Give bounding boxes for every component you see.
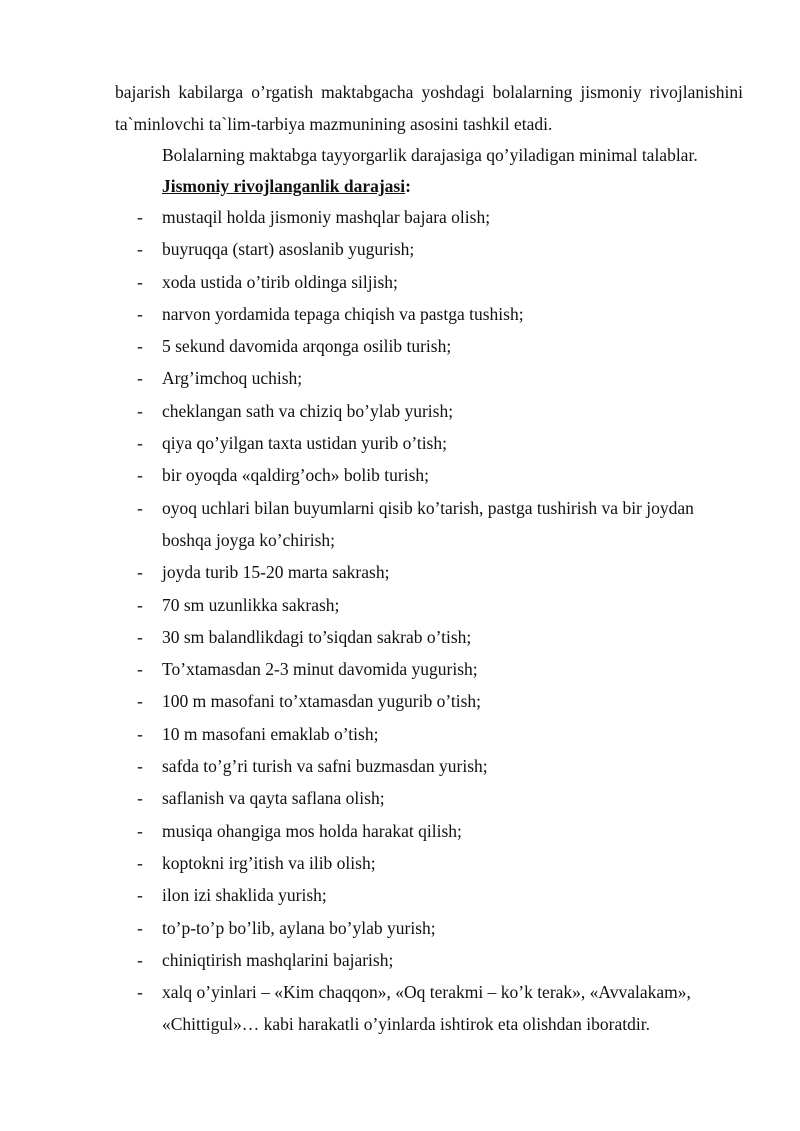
list-item	[0, 944, 743, 976]
list-item-text: mustaqil holda jismoniy mashqlar bajara olish;	[162, 207, 491, 227]
list-item-text: 100 m masofani to’xtamasdan yugurib o’tish;	[162, 691, 482, 712]
list-bullet-dash: -	[137, 239, 143, 260]
list-item	[0, 492, 743, 557]
list-item	[0, 912, 743, 944]
list-item	[0, 233, 743, 265]
list-item	[0, 879, 743, 911]
list-item-text: Arg’imchoq uchish;	[162, 368, 303, 389]
list-bullet-dash: -	[137, 820, 143, 841]
list-item-text: buyruqqa (start) asoslanib yugurish;	[162, 239, 415, 260]
list-item-text: 30 sm balandlikdagi to’siqdan sakrab o’tish;	[162, 626, 472, 647]
list-item-text: joyda turib 15-20 marta sakrash;	[162, 562, 390, 583]
list-item-text: chiniqtirish mashqlarini bajarish;	[162, 949, 394, 970]
list-bullet-dash: -	[137, 497, 143, 518]
list-bullet-dash: -	[137, 756, 143, 777]
list-item-text: qiya qo’yilgan taxta ustidan yurib o’tish;	[162, 433, 447, 454]
list-item	[0, 395, 743, 427]
list-item	[0, 459, 743, 491]
list-item	[0, 330, 743, 362]
list-bullet-dash: -	[137, 885, 143, 906]
list-bullet-dash: -	[137, 303, 143, 324]
list-item-text: To’xtamasdan 2-3 minut davomida yugurish;	[162, 659, 478, 680]
list-bullet-dash: -	[137, 400, 143, 421]
list-item	[0, 298, 743, 330]
list-item-text: 5 sekund davomida arqonga osilib turish;	[162, 336, 452, 357]
list-item-text: koptokni irg’itish va ilib olish;	[162, 852, 376, 873]
list-item-text: bir oyoqda «qaldirg’och» bolib turish;	[162, 465, 430, 486]
requirements-subtitle: Bolalarning maktabga tayyorgarlik darajasiga qo’yiladigan minimal talablar.	[162, 145, 698, 165]
list-item-text: xalq o’yinlari – «Kim chaqqon», «Oq terakmi – ko’k terak», «Avvalakam», «Chittigul»… kabi harakatli o’yinlarda ishtirok eta olishdan iboratdir.	[162, 982, 691, 1035]
list-item-text: musiqa ohangiga mos holda harakat qilish;	[162, 820, 462, 841]
list-bullet-dash: -	[137, 336, 143, 357]
list-bullet-dash: -	[137, 465, 143, 486]
list-bullet-dash: -	[137, 594, 143, 615]
section-heading-colon: :	[405, 176, 411, 196]
list-item	[0, 718, 743, 750]
list-item-text: to’p-to’p bo’lib, aylana bo’ylab yurish;	[162, 917, 436, 938]
list-item	[0, 976, 743, 1041]
list-bullet-dash: -	[137, 691, 143, 712]
section-heading	[162, 170, 411, 202]
list-item-text: 10 m masofani emaklab o’tish;	[162, 723, 379, 744]
list-item	[0, 782, 743, 814]
list-item-text: xoda ustida o’tirib oldinga siljish;	[162, 271, 398, 292]
list-item-text: 70 sm uzunlikka sakrash;	[162, 594, 340, 615]
list-bullet-dash: -	[137, 659, 143, 680]
list-item-text: saflanish va qayta saflana olish;	[162, 788, 385, 809]
list-item-text: safda to’g’ri turish va safni buzmasdan yurish;	[162, 756, 488, 777]
list-item	[0, 266, 743, 298]
intro-paragraph: bajarish kabilarga o’rgatish maktabgacha yoshdagi bolalarning jismoniy rivojlanishini ta`minlovchi ta`lim-tarbiya mazmunining asosini tashkil etadi.	[115, 82, 743, 134]
list-item	[0, 815, 743, 847]
list-bullet-dash: -	[137, 626, 143, 647]
list-bullet-dash: -	[137, 433, 143, 454]
list-bullet-dash: -	[137, 207, 143, 227]
section-heading-text: Jismoniy rivojlanganlik darajasi	[162, 176, 406, 196]
list-bullet-dash: -	[137, 982, 143, 1003]
list-item	[0, 362, 743, 394]
list-item	[0, 427, 743, 459]
list-bullet-dash: -	[137, 852, 143, 873]
list-bullet-dash: -	[137, 949, 143, 970]
list-item	[0, 847, 743, 879]
list-item-text: narvon yordamida tepaga chiqish va pastga tushish;	[162, 303, 524, 324]
requirements-list	[0, 201, 800, 1041]
list-item	[0, 589, 743, 621]
list-bullet-dash: -	[137, 368, 143, 389]
list-bullet-dash: -	[137, 271, 143, 292]
list-bullet-dash: -	[137, 917, 143, 938]
list-bullet-dash: -	[137, 723, 143, 744]
list-item	[0, 685, 743, 717]
list-bullet-dash: -	[137, 788, 143, 809]
list-bullet-dash: -	[137, 562, 143, 583]
list-item	[0, 750, 743, 782]
list-item	[0, 556, 743, 588]
list-item-text: ilon izi shaklida yurish;	[162, 885, 327, 906]
list-item-text: cheklangan sath va chiziq bo’ylab yurish;	[162, 400, 454, 421]
list-item-text: oyoq uchlari bilan buyumlarni qisib ko’tarish, pastga tushirish va bir joydan boshqa joyga ko’chirish;	[162, 497, 694, 550]
list-item	[0, 621, 743, 653]
list-item	[0, 201, 743, 233]
list-item	[0, 653, 743, 685]
